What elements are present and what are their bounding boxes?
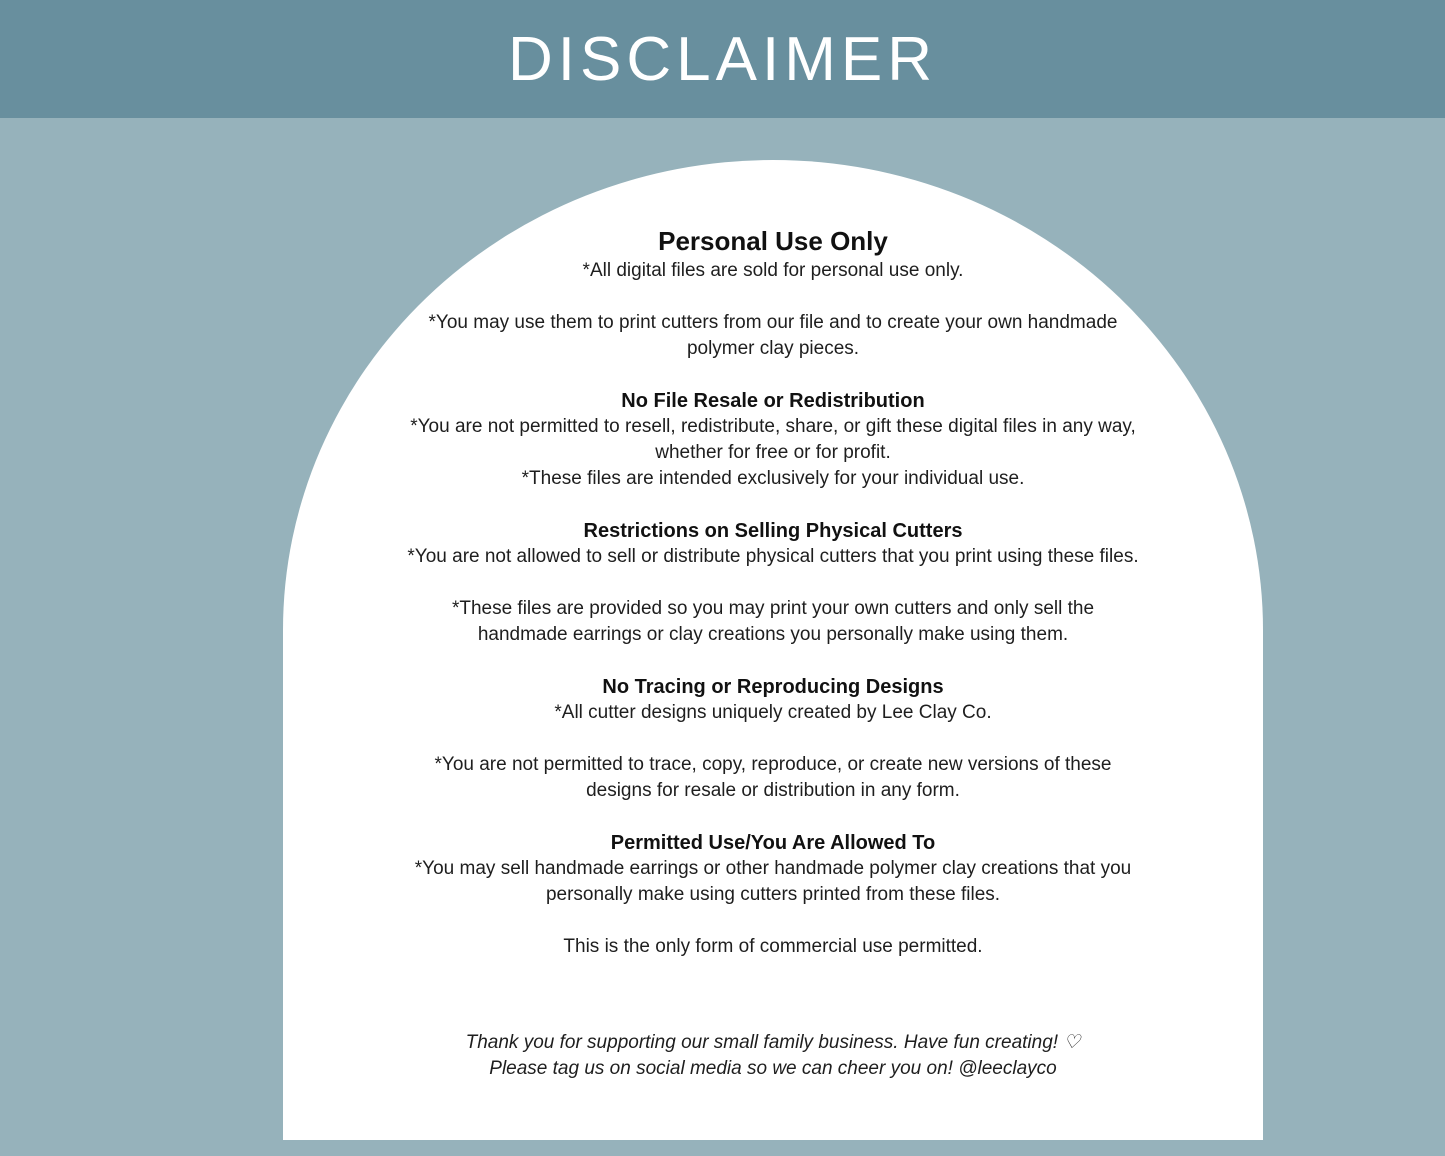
- paragraph: *You are not permitted to trace, copy, reproduce, or create new versions of these designs for resale or distribution in any form.: [434, 754, 1112, 801]
- section-heading: Personal Use Only: [658, 226, 888, 256]
- section-permitted-use: [405, 830, 1141, 960]
- social-tag-line: Please tag us on social media so we can cheer you on! @leeclayco: [489, 1058, 1057, 1079]
- section-personal-use: [405, 224, 1141, 362]
- section-heading: No File Resale or Redistribution: [621, 390, 925, 412]
- paragraph: *All cutter designs uniquely created by Lee Clay Co.: [554, 702, 992, 723]
- disclaimer-content: [283, 160, 1263, 1140]
- header-banner: [0, 0, 1445, 118]
- arch-panel: [283, 160, 1263, 1140]
- section-heading: No Tracing or Reproducing Designs: [602, 676, 944, 698]
- paragraph: *You are not allowed to sell or distribute physical cutters that you print using these files.: [407, 546, 1139, 567]
- section-heading: Permitted Use/You Are Allowed To: [610, 832, 936, 854]
- section-no-tracing: [405, 674, 1141, 804]
- paragraph: *These files are provided so you may print your own cutters and only sell the handmade earrings or clay creations you personally make using them.: [451, 598, 1095, 645]
- paragraph: *All digital files are sold for personal use only.: [582, 260, 964, 281]
- section-no-file-resale: [405, 388, 1141, 492]
- paragraph: *You are not permitted to resell, redistribute, share, or gift these digital files in any way, whether for free or for profit.: [410, 416, 1136, 463]
- thank-you-line: Thank you for supporting our small family business. Have fun creating! ♡: [465, 1032, 1081, 1053]
- paragraph: This is the only form of commercial use permitted.: [563, 936, 983, 957]
- section-selling-restrictions: [405, 518, 1141, 648]
- page-title: DISCLAIMER: [508, 24, 937, 94]
- paragraph: *You may sell handmade earrings or other handmade polymer clay creations that you personally make using cutters printed from these files.: [414, 858, 1132, 905]
- paragraph: *You may use them to print cutters from our file and to create your own handmade polymer clay pieces.: [428, 312, 1118, 359]
- paragraph: *These files are intended exclusively for your individual use.: [521, 468, 1025, 489]
- section-heading: Restrictions on Selling Physical Cutters: [583, 520, 963, 542]
- footer-note: [405, 1030, 1141, 1082]
